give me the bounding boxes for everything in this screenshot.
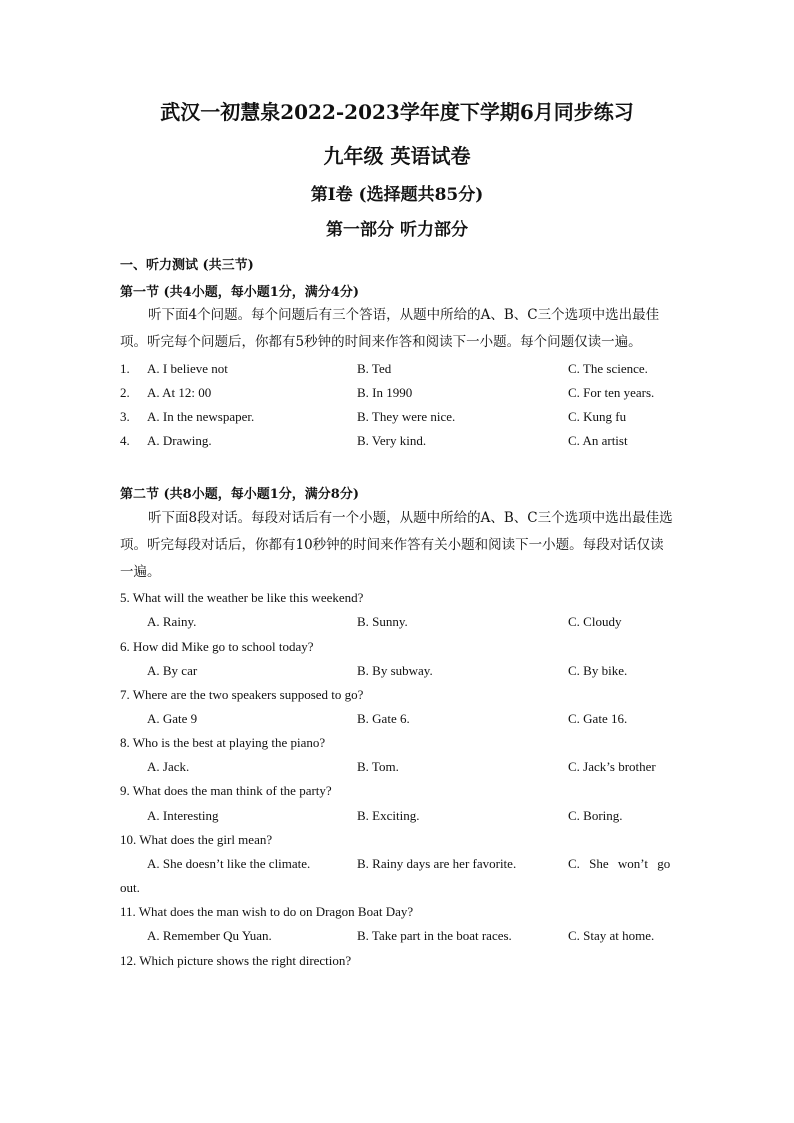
- question-stem: 8. Who is the best at playing the piano?: [120, 735, 326, 750]
- option-b: B. They were nice.: [357, 409, 456, 424]
- option-c: C. Kung fu: [568, 409, 627, 424]
- question-stem: 10. What does the girl mean?: [120, 832, 273, 847]
- question-stem: 5. What will the weather be like this weekend?: [120, 590, 364, 605]
- volume-heading: 第Ⅰ卷 (选择题共85分): [310, 185, 484, 205]
- question-number: 1.: [120, 361, 130, 376]
- option-b: B. In 1990: [357, 385, 413, 400]
- question-row: [120, 409, 680, 429]
- option-b: B. Rainy days are her favorite.: [357, 856, 517, 871]
- option-b: B. By subway.: [357, 663, 433, 678]
- option-c: C. Boring.: [568, 808, 623, 823]
- question-row: [120, 385, 680, 405]
- question-row: [120, 663, 680, 683]
- question-row: [120, 808, 680, 828]
- option-a: A. She doesn’t like the climate.: [147, 856, 311, 871]
- question-stem: 7. Where are the two speakers supposed to go?: [120, 687, 364, 702]
- question-stem: 11. What does the man wish to do on Dragon Boat Day?: [120, 904, 414, 919]
- exam-title: 武汉一初慧泉2022-2023学年度下学期6月同步练习: [160, 100, 634, 124]
- part1-heading: 第一节 (共4小题，每小题1分，满分4分): [120, 285, 359, 300]
- question-stem: 9. What does the man think of the party?: [120, 783, 332, 798]
- question-row: [120, 759, 680, 779]
- option-c: C. By bike.: [568, 663, 628, 678]
- question-stem: 12. Which picture shows the right direction?: [120, 953, 352, 968]
- option-c: C. She won’t go: [568, 856, 671, 871]
- option-a: A. Drawing.: [147, 433, 212, 448]
- option-c: C. Stay at home.: [568, 928, 655, 943]
- option-a: A. At 12: 00: [147, 385, 212, 400]
- option-a: A. Remember Qu Yuan.: [147, 928, 272, 943]
- part-heading: 第一部分 听力部分: [326, 220, 468, 240]
- option-a: A. Rainy.: [147, 614, 197, 629]
- question-row: [120, 614, 680, 634]
- option-b: B. Tom.: [357, 759, 399, 774]
- section-heading: 一、听力测试 (共三节): [120, 258, 254, 273]
- option-a: A. By car: [147, 663, 198, 678]
- exam-subtitle: 九年级 英语试卷: [323, 144, 471, 168]
- option-c: C. Gate 16.: [568, 711, 628, 726]
- question-row: [120, 433, 680, 453]
- option-b: B. Sunny.: [357, 614, 408, 629]
- option-c-continuation: out.: [120, 880, 140, 895]
- option-b: B. Gate 6.: [357, 711, 410, 726]
- question-row: [120, 711, 680, 731]
- question-stem: 6. How did Mike go to school today?: [120, 639, 314, 654]
- option-c: C. An artist: [568, 433, 628, 448]
- question-row: [120, 856, 680, 876]
- option-a: A. Gate 9: [147, 711, 198, 726]
- option-b: B. Exciting.: [357, 808, 420, 823]
- option-c: C. The science.: [568, 361, 648, 376]
- part2-instructions: 听下面8段对话。每段对话后有一个小题，从题中所给的A、B、C三个选项中选出最佳选项。听完每段对话后，你都有10秒钟的时间来作答有关小题和阅读下一小题。每段对话仅读一遍。: [120, 510, 673, 580]
- option-b: B. Take part in the boat races.: [357, 928, 512, 943]
- option-a: A. Jack.: [147, 759, 190, 774]
- question-row: [120, 361, 680, 381]
- question-number: 4.: [120, 433, 130, 448]
- option-a: A. I believe not: [147, 361, 228, 376]
- option-b: B. Ted: [357, 361, 392, 376]
- option-c: C. Cloudy: [568, 614, 622, 629]
- question-row: [120, 928, 680, 948]
- option-a: A. Interesting: [147, 808, 219, 823]
- option-a: A. In the newspaper.: [147, 409, 255, 424]
- part1-instructions: 听下面4个问题。每个问题后有三个答语，从题中所给的A、B、C三个选项中选出最佳项。听完每个问题后，你都有5秒钟的时间来作答和阅读下一小题。每个问题仅读一遍。: [120, 307, 660, 350]
- option-c: C. For ten years.: [568, 385, 655, 400]
- option-b: B. Very kind.: [357, 433, 427, 448]
- question-number: 2.: [120, 385, 130, 400]
- question-number: 3.: [120, 409, 130, 424]
- option-c: C. Jack’s brother: [568, 759, 656, 774]
- part2-heading: 第二节 (共8小题，每小题1分，满分8分): [120, 487, 359, 502]
